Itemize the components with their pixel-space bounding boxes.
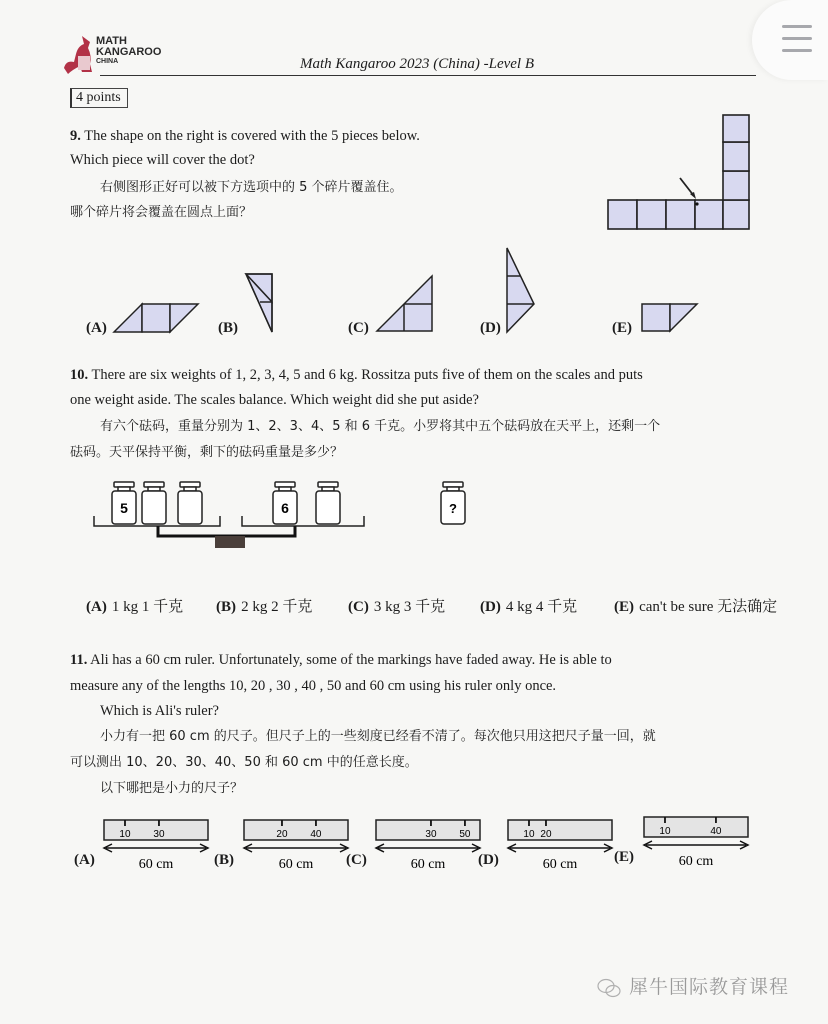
question-9-chinese-line-2: 哪个碎片将会覆盖在圆点上面？: [70, 205, 253, 220]
header-divider: [100, 75, 756, 76]
option-label: (E): [614, 599, 634, 615]
question-10-english-line-1: [70, 363, 643, 387]
ruler-mark-label: 30: [425, 829, 437, 840]
ruler: [220, 818, 355, 878]
l-shape-cell: [723, 171, 749, 200]
option-c-label[interactable]: (C): [348, 320, 369, 336]
weight-aside-label: ?: [449, 501, 457, 516]
hamburger-menu-icon-bar: [782, 37, 812, 40]
balance-scale-figure: [90, 480, 470, 550]
ruler: [80, 818, 215, 878]
watermark: [596, 972, 789, 999]
l-shape-cell: [723, 115, 749, 142]
option-a[interactable]: [86, 595, 183, 616]
question-11-english-line-2: measure any of the lengths 10, 20 , 30 , 40 , 50 and 60 cm using his ruler only once.: [70, 678, 557, 694]
ruler-mark-label: 10: [659, 826, 671, 837]
ruler-option-label: (B): [214, 852, 234, 868]
option-b-label[interactable]: (B): [218, 320, 238, 336]
weight-unknown: [316, 482, 340, 524]
ruler: [620, 815, 755, 875]
logo-line-1: MATH: [96, 35, 127, 47]
weight-unknown: [142, 482, 166, 524]
option-b-piece[interactable]: [244, 272, 276, 336]
ruler-mark-label: 20: [276, 829, 288, 840]
l-shape-cell: [637, 200, 666, 229]
option-c-piece[interactable]: [374, 274, 436, 336]
ruler-mark-label: 50: [459, 829, 471, 840]
ruler: [352, 818, 487, 878]
ruler-option-label: (A): [74, 852, 95, 868]
ruler-mark-label: 40: [310, 829, 322, 840]
option-a-label[interactable]: (A): [86, 320, 107, 336]
math-kangaroo-logo: [62, 34, 172, 76]
question-11-chinese-line-2: 可以测出 10、20、30、40、50 和 60 cm 中的任意长度。: [70, 755, 418, 770]
points-label: 4 points: [70, 88, 128, 108]
ruler-mark-label: 10: [523, 829, 535, 840]
option-e-label[interactable]: (E): [612, 320, 632, 336]
ruler-mark-label: 30: [153, 829, 165, 840]
ruler-body: [244, 820, 348, 840]
ruler-option-label: (D): [478, 852, 499, 868]
option-a-piece[interactable]: [112, 300, 202, 335]
ruler-length-label: 60 cm: [542, 857, 578, 872]
option-text: 3 kg 3 千克: [373, 599, 446, 615]
ruler-option-label: (C): [346, 852, 367, 868]
l-shape-figure: [600, 112, 760, 232]
weight-unknown: [178, 482, 202, 524]
option-label: (C): [348, 599, 369, 615]
hamburger-menu-icon-bar: [782, 49, 812, 52]
l-shape-cell: [723, 142, 749, 171]
ruler-mark-label: 20: [540, 829, 552, 840]
page-header-title: Math Kangaroo 2023 (China) -Level B: [300, 56, 535, 72]
ruler: [484, 818, 619, 878]
question-number: 9.: [70, 128, 81, 144]
ruler-mark-label: 10: [119, 829, 131, 840]
option-text: can't be sure 无法确定: [639, 599, 778, 615]
question-9-english-line-1: [70, 124, 420, 148]
option-text: 2 kg 2 千克: [241, 599, 313, 615]
option-label: (A): [86, 599, 107, 615]
kangaroo-logo-icon: [62, 34, 96, 76]
option-d-label[interactable]: (D): [480, 320, 501, 336]
option-label: (B): [216, 599, 236, 615]
option-e[interactable]: [614, 595, 777, 616]
option-e-piece[interactable]: [640, 302, 700, 334]
l-shape-cell: [723, 200, 749, 229]
question-number: 11.: [70, 652, 88, 668]
wechat-icon: [596, 977, 622, 999]
logo-line-3: CHINA: [96, 58, 119, 65]
logo-line-2: KANGAROO: [96, 46, 162, 58]
ruler-mark-label: 40: [710, 826, 722, 837]
ruler-length-label: 60 cm: [138, 857, 174, 872]
option-c[interactable]: [348, 595, 445, 616]
option-text: 1 kg 1 千克: [111, 599, 184, 615]
watermark-text: 犀牛国际教育课程: [629, 976, 790, 998]
option-label: (D): [480, 599, 501, 615]
question-11-english-line-1: [70, 648, 612, 672]
question-9-chinese-line-1: 右侧图形正好可以被下方选项中的 5 个碎片覆盖住。: [100, 180, 403, 195]
l-shape-cell: [608, 200, 637, 229]
question-10-chinese-line-2: 砝码。天平保持平衡，剩下的砝码重量是多少？: [70, 445, 344, 460]
question-text: The shape on the right is covered with the 5 pieces below.: [84, 128, 420, 144]
question-number: 10.: [70, 367, 89, 383]
option-text: 4 kg 4 千克: [505, 599, 578, 615]
hamburger-menu-icon: [782, 25, 812, 28]
scale-base: [215, 536, 245, 548]
question-10-english-line-2: one weight aside. The scales balance. Which weight did she put aside?: [70, 392, 479, 408]
ruler-length-label: 60 cm: [410, 857, 446, 872]
dot-marker: [695, 202, 698, 205]
question-text: Ali has a 60 cm ruler. Unfortunately, some of the markings have faded away. He is able to: [90, 652, 612, 668]
question-11-chinese-line-1: 小力有一把 60 cm 的尺子。但尺子上的一些刻度已经看不清了。每次他只用这把尺子量一回，就: [100, 729, 656, 744]
question-11-chinese-line-3: 以下哪把是小力的尺子？: [100, 781, 244, 796]
question-10-chinese-line-1: 有六个砝码，重量分别为 1、2、3、4、5 和 6 千克。小罗将其中五个砝码放在天平上，还剩一个: [100, 419, 661, 434]
option-b[interactable]: [216, 595, 312, 616]
question-11-english-line-3: Which is Ali's ruler?: [100, 703, 219, 719]
option-d-piece[interactable]: [504, 246, 538, 336]
l-shape-cell: [666, 200, 695, 229]
question-9-english-line-2: Which piece will cover the dot?: [70, 152, 255, 168]
ruler-length-label: 60 cm: [278, 857, 314, 872]
weight-6-label: 6: [281, 500, 289, 516]
l-shape-cell: [695, 200, 723, 229]
question-text: There are six weights of 1, 2, 3, 4, 5 and 6 kg. Rossitza puts five of them on the scales and puts: [91, 367, 643, 383]
option-d[interactable]: [480, 595, 577, 616]
ruler-option-label: (E): [614, 849, 634, 865]
menu-button[interactable]: [752, 0, 828, 80]
ruler-length-label: 60 cm: [678, 854, 714, 869]
weight-5-label: 5: [120, 500, 128, 516]
